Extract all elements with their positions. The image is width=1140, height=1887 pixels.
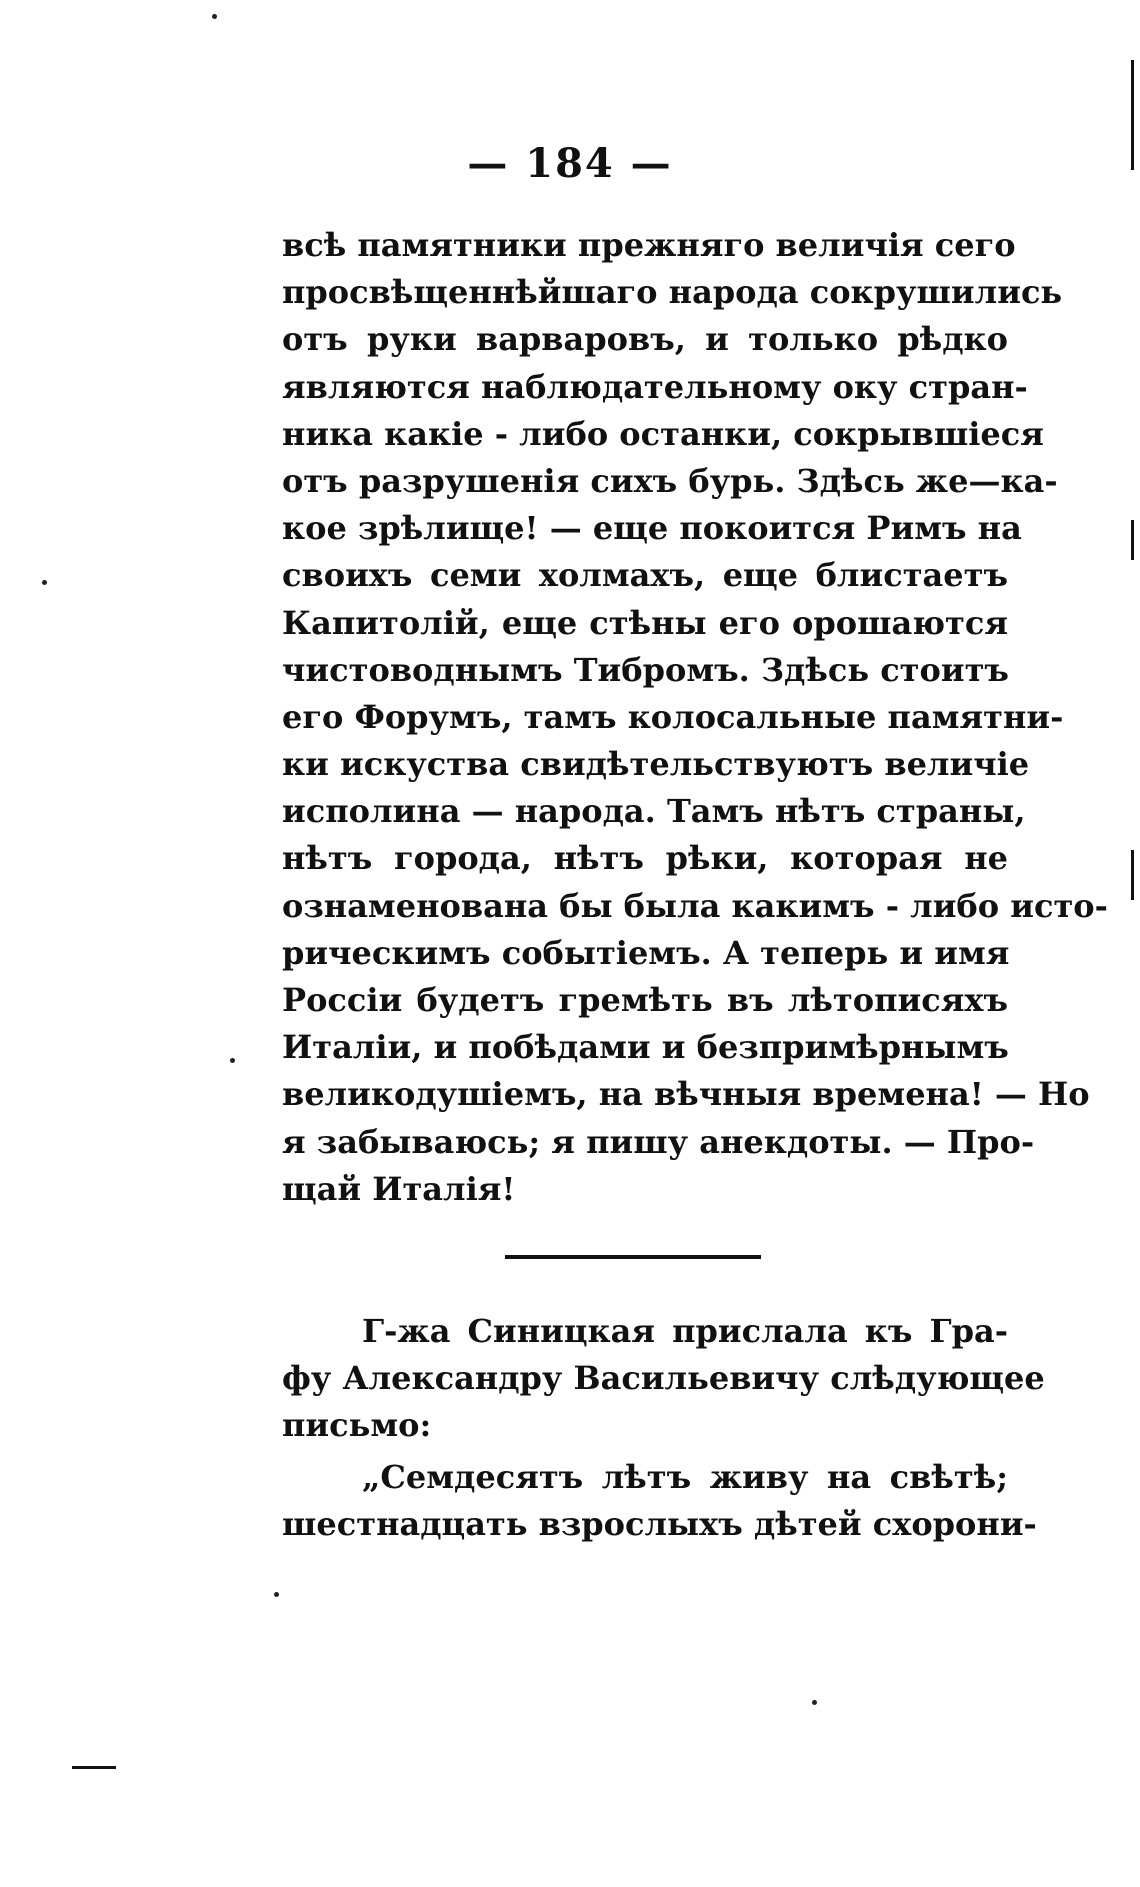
text-line: ознаменована бы была какимъ - либо исто-	[282, 886, 1108, 925]
scan-edge-mark	[1131, 850, 1134, 900]
text-line: Капитолій, еще стѣны его орошаются	[282, 603, 1008, 642]
text-line: ки искуства свидѣтельствуютъ величіе	[282, 745, 1030, 784]
text-line: чистоводнымъ Тибромъ. Здѣсь стоитъ	[282, 650, 1009, 689]
text-line: нѣтъ города, нѣтъ рѣки, которая не	[282, 839, 1008, 878]
scan-speck	[42, 580, 47, 585]
scan-edge-mark	[1131, 520, 1134, 560]
text-line: являются наблюдательному оку стран-	[282, 367, 1028, 406]
text-line: исполина — народа. Тамъ нѣтъ страны,	[282, 792, 1026, 831]
text-line: просвѣщеннѣйшаго народа сокрушились	[282, 273, 1063, 312]
paragraph-letter-intro	[282, 1308, 1045, 1450]
text-line: Россіи будетъ гремѣть въ лѣтописяхъ	[282, 981, 1008, 1019]
text-line: Г-жа Синицкая прислала къ Гра-	[362, 1312, 1008, 1350]
text-line: отъ руки варваровъ, и только рѣдко	[282, 320, 1008, 359]
scan-speck	[274, 1592, 279, 1597]
text-line: щай Италія!	[282, 1169, 516, 1208]
scan-speck	[812, 1700, 817, 1705]
section-divider	[505, 1255, 761, 1259]
text-line: Италіи, и побѣдами и безпримѣрнымъ	[282, 1028, 1009, 1067]
scan-edge-mark	[72, 1766, 116, 1769]
text-line: всѣ памятники прежняго величія сего	[282, 226, 1016, 264]
text-line: его Форумъ, тамъ колосальные памятни-	[282, 697, 1064, 736]
text-line: шестнадцать взрослыхъ дѣтей схорони-	[282, 1505, 1037, 1544]
scan-speck	[212, 14, 217, 19]
scan-edge-mark	[1131, 60, 1134, 170]
paragraph-italy	[282, 222, 1108, 1213]
text-line: рическимъ событіемъ. А теперь и имя	[282, 933, 1010, 972]
scan-speck	[230, 1058, 235, 1063]
page-number: — 184 —	[467, 140, 673, 187]
text-line: „Семдесятъ лѣтъ живу на свѣтѣ;	[362, 1458, 1008, 1496]
text-line: письмо:	[282, 1406, 432, 1445]
text-line: я забываюсь; я пишу анекдоты. — Про-	[282, 1122, 1035, 1161]
text-line: кое зрѣлище! — еще покоится Римъ на	[282, 509, 1022, 548]
paragraph-letter-text	[282, 1454, 1037, 1548]
text-line: отъ разрушенія сихъ бурь. Здѣсь же—ка-	[282, 461, 1058, 500]
text-line: фу Александру Васильевичу слѣдующее	[282, 1359, 1045, 1398]
text-line: ника какіе - либо останки, сокрывшіеся	[282, 414, 1044, 453]
text-line: своихъ семи холмахъ, еще блистаетъ	[282, 556, 1008, 595]
text-line: великодушіемъ, на вѣчныя времена! — Но	[282, 1075, 1090, 1114]
